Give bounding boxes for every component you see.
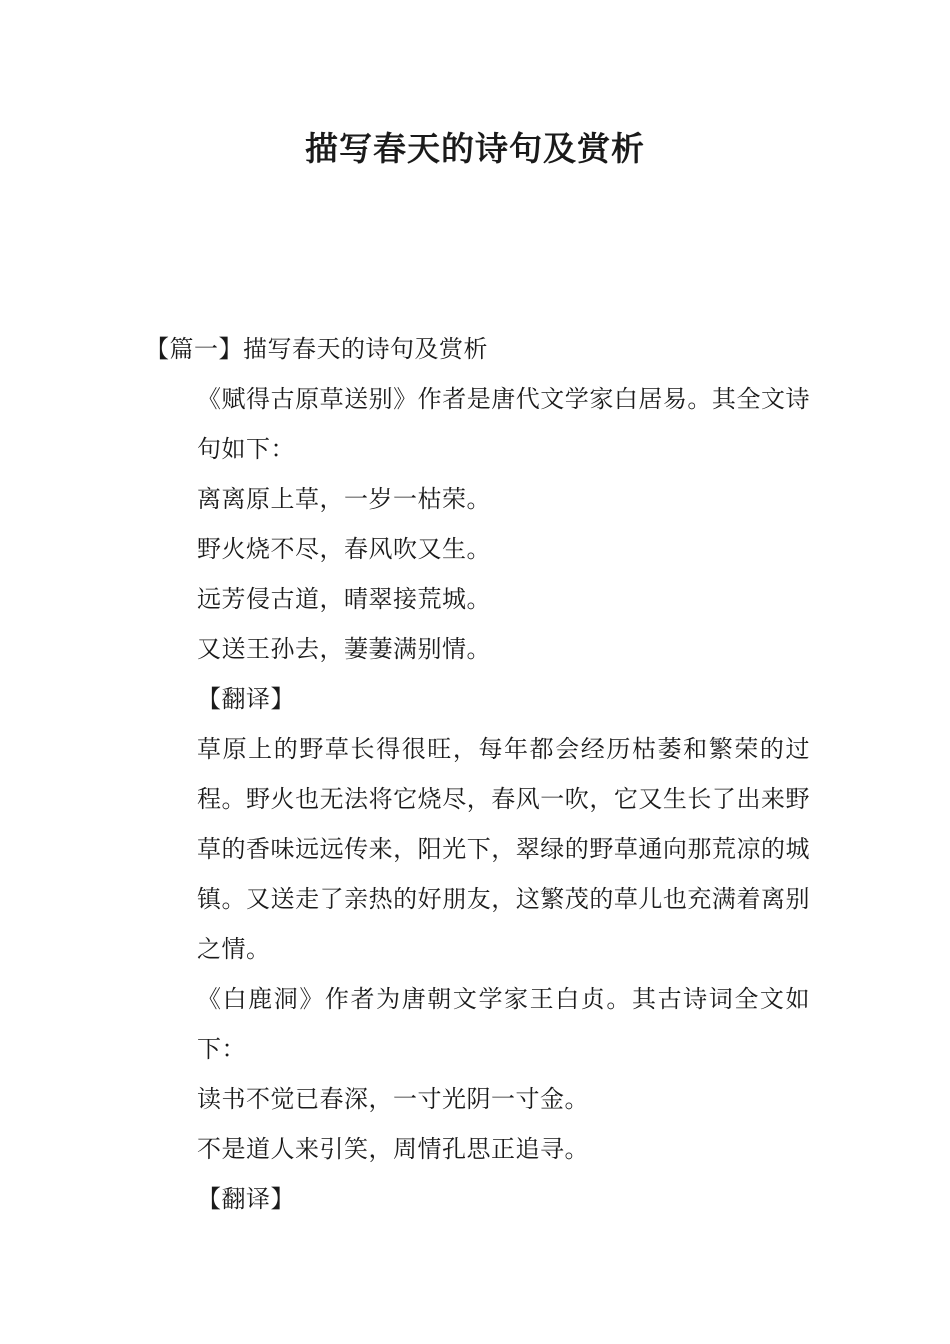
- poem1-translation-label: 【翻译】: [197, 685, 295, 713]
- poem1-intro: 《赋得古原草送别》作者是唐代文学家白居易。其全文诗句如下：: [197, 385, 810, 463]
- poem1-line-1: 离离原上草，一岁一枯荣。: [197, 485, 491, 513]
- poem1-line-3: 远芳侵古道，晴翠接荒城。: [197, 585, 491, 613]
- section-heading: 【篇一】描写春天的诗句及赏析: [145, 335, 488, 363]
- poem1-line-2: 野火烧不尽，春风吹又生。: [197, 535, 491, 563]
- poem1-line-4: 又送王孙去，萋萋满别情。: [197, 635, 491, 663]
- poem2-intro: 《白鹿洞》作者为唐朝文学家王白贞。其古诗词全文如下：: [197, 985, 810, 1063]
- poem1-translation: 草原上的野草长得很旺，每年都会经历枯萎和繁荣的过程。野火也无法将它烧尽，春风一吹，它又生长了出来野草的香味远远传来，阳光下，翠绿的野草通向那荒凉的城镇。又送走了亲热的好朋友，这繁茂的草儿也充满着离别之情。: [197, 735, 810, 963]
- document-body: [145, 324, 810, 1224]
- poem2-line-2: 不是道人来引笑，周情孔思正追寻。: [197, 1135, 589, 1163]
- document-title: 描写春天的诗句及赏析: [305, 129, 645, 168]
- poem2-translation-label: 【翻译】: [197, 1185, 295, 1213]
- poem2-line-1: 读书不觉已春深，一寸光阴一寸金。: [197, 1085, 589, 1113]
